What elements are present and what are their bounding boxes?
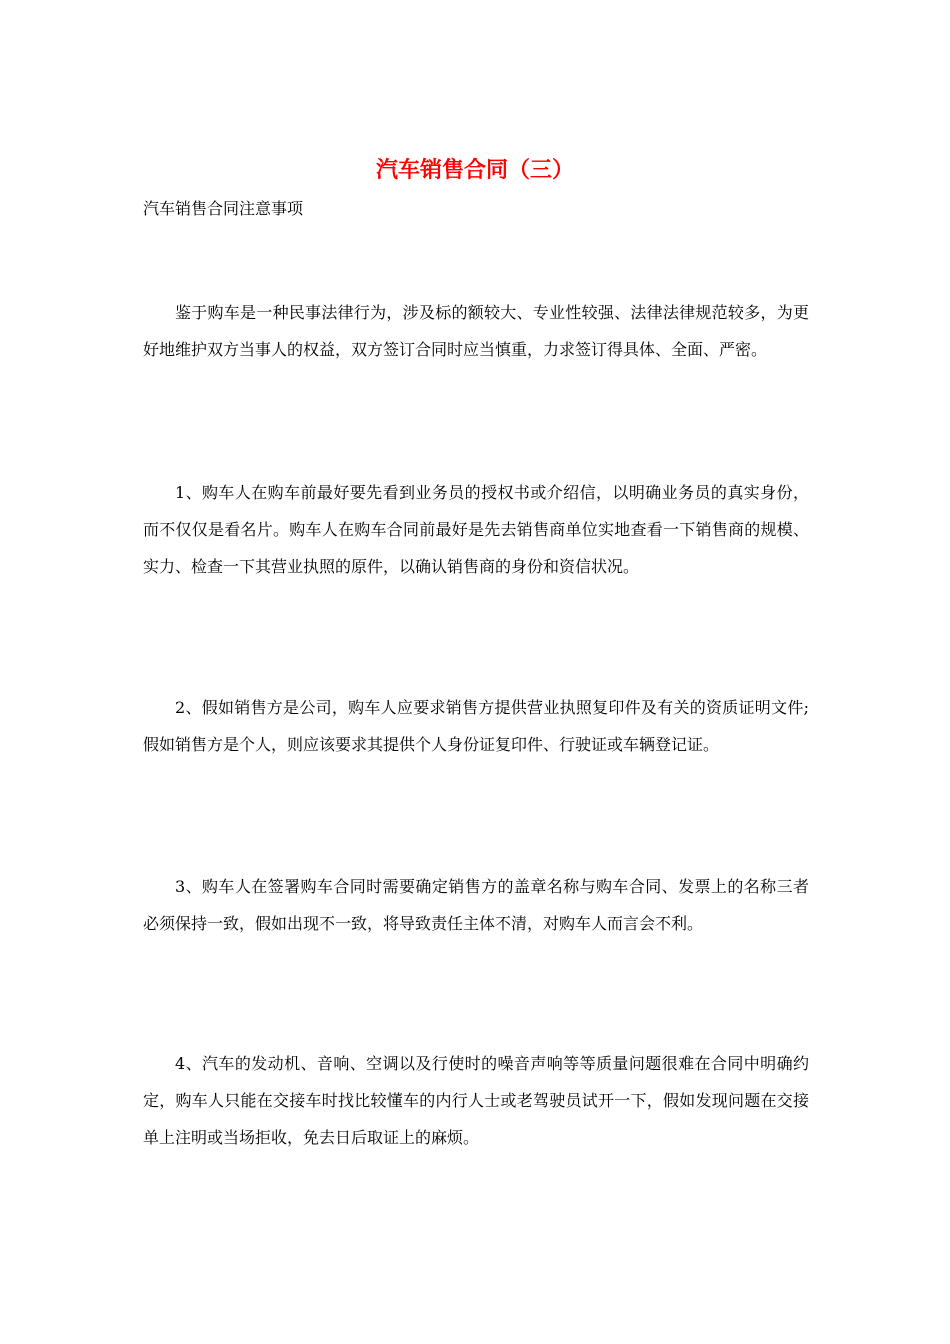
paragraph-item-1: 1、购车人在购车前最好要先看到业务员的授权书或介绍信，以明确业务员的真实身份，而不仅仅是看名片。购车人在购车合同前最好是先去销售商单位实地查看一下销售商的规模、实力、检查一下其营业执照的原件，以确认销售商的身份和资信状况。 [143,483,809,576]
paragraph-item-2: 2、假如销售方是公司，购车人应要求销售方提供营业执照复印件及有关的资质证明文件;假如销售方是个人，则应该要求其提供个人身份证复印件、行驶证或车辆登记证。 [143,698,809,754]
paragraph-item-4: 4、汽车的发动机、音响、空调以及行使时的噪音声响等等质量问题很难在合同中明确约定，购车人只能在交接车时找比较懂车的内行人士或老驾驶员试开一下，假如发现问题在交接单上注明或当场拒收，免去日后取证上的麻烦。 [143,1054,809,1147]
paragraph-intro: 鉴于购车是一种民事法律行为，涉及标的额较大、专业性较强、法律法律规范较多，为更好地维护双方当事人的权益，双方签订合同时应当慎重，力求签订得具体、全面、严密。 [143,303,809,359]
document-subtitle: 汽车销售合同注意事项 [143,199,304,218]
paragraph-item-3: 3、购车人在签署购车合同时需要确定销售方的盖章名称与购车合同、发票上的名称三者必须保持一致，假如出现不一致，将导致责任主体不清，对购车人而言会不利。 [143,877,809,933]
document-title: 汽车销售合同（三） [375,157,574,183]
